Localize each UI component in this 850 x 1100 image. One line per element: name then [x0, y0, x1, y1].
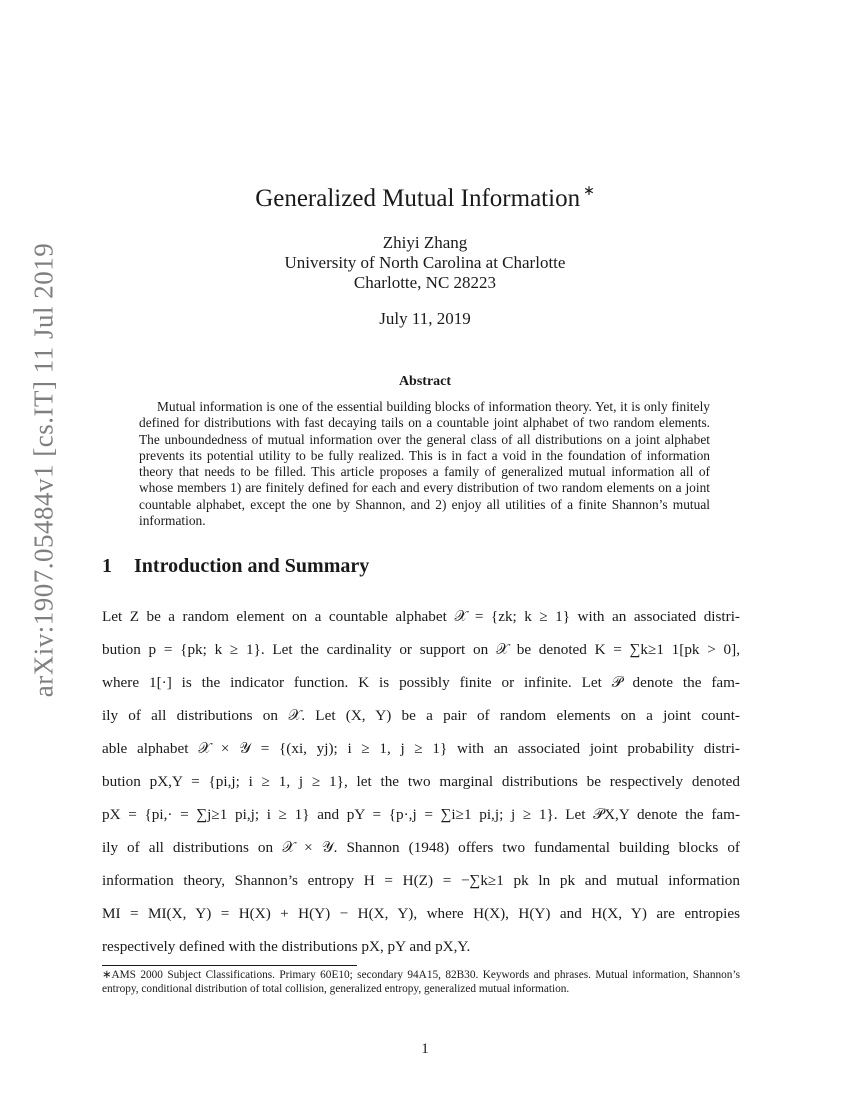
abstract-heading: Abstract [398, 374, 452, 389]
body-text-line: bution pX,Y = {pi,j; i ≥ 1, j ≥ 1}, let the two marginal distributions be respectively denoted [102, 773, 740, 790]
body-text-line: Let Z be a random element on a countable alphabet 𝒳 = {zk; k ≥ 1} with an associated distri- [102, 608, 740, 625]
footnote-text: ∗AMS 2000 Subject Classifications. Primary 60E10; secondary 94A15, 82B30. Keywords and phrases. Mutual information, Shannon’s entropy, conditional distribution of total collision, generalized entropy, generalized mutual information. [102, 969, 740, 996]
arxiv-identifier-stamp: arXiv:1907.05484v1 [cs.IT] 11 Jul 2019 [28, 242, 59, 698]
author-affiliation: University of North Carolina at Charlotte [284, 253, 566, 272]
abstract-text: Mutual information is one of the essential building blocks of information theory. Yet, it is only finitely defined for distributions with fast decaying tails on a countable joint alphabet of two random elements. The unboundedness of mutual information over the general class of all distributions on a joint alphabet prevents its potential utility to be fully realized. This is in fact a void in the foundation of information theory that needs to be filled. This article proposes a family of generalized mutual information all of whose members 1) are finitely defined for each and every distribution of two random elements on a joint countable alphabet, except the one by Shannon, and 2) enjoy all utilities of a finite Shannon’s mutual information. [139, 399, 710, 529]
footnote-divider [102, 965, 357, 966]
author-block [0, 233, 850, 293]
body-text-line: bution p = {pk; k ≥ 1}. Let the cardinality or support on 𝒳 be denoted K = ∑k≥1 1[pk > 0], [102, 641, 740, 658]
title-footnote-mark: ∗ [583, 184, 595, 199]
body-text-line: MI = MI(X, Y) = H(X) + H(Y) − H(X, Y), where H(X), H(Y) and H(X, Y) are entropies [102, 905, 740, 922]
body-text-line: able alphabet 𝒳 × 𝒴 = {(xi, yj); i ≥ 1, j ≥ 1} with an associated joint probability distri- [102, 740, 740, 757]
author-location: Charlotte, NC 28223 [353, 273, 497, 292]
paper-title [0, 185, 850, 213]
body-text-line: ily of all distributions on 𝒳. Let (X, Y) be a pair of random elements on a joint count- [102, 707, 740, 724]
title-text: Generalized Mutual Information [255, 185, 581, 212]
page-number: 1 [421, 1041, 429, 1057]
body-text-line: ily of all distributions on 𝒳 × 𝒴. Shannon (1948) offers two fundamental building blocks of [102, 839, 740, 856]
body-text-line: information theory, Shannon’s entropy H = H(Z) = −∑k≥1 pk ln pk and mutual information [102, 872, 740, 889]
paper-date: July 11, 2019 [379, 309, 471, 328]
body-text-line: where 1[·] is the indicator function. K is possibly finite or infinite. Let 𝒫 denote the fam- [102, 674, 740, 691]
body-text-line: pX = {pi,· = ∑j≥1 pi,j; i ≥ 1} and pY = {p·,j = ∑i≥1 pi,j; j ≥ 1}. Let 𝒫X,Y denote the fam- [102, 806, 740, 823]
body-text-line: respectively defined with the distributions pX, pY and pX,Y. [102, 938, 471, 955]
section-heading [102, 555, 369, 578]
section-number: 1 [102, 555, 112, 577]
section-title: Introduction and Summary [134, 555, 370, 577]
author-name: Zhiyi Zhang [382, 233, 468, 252]
